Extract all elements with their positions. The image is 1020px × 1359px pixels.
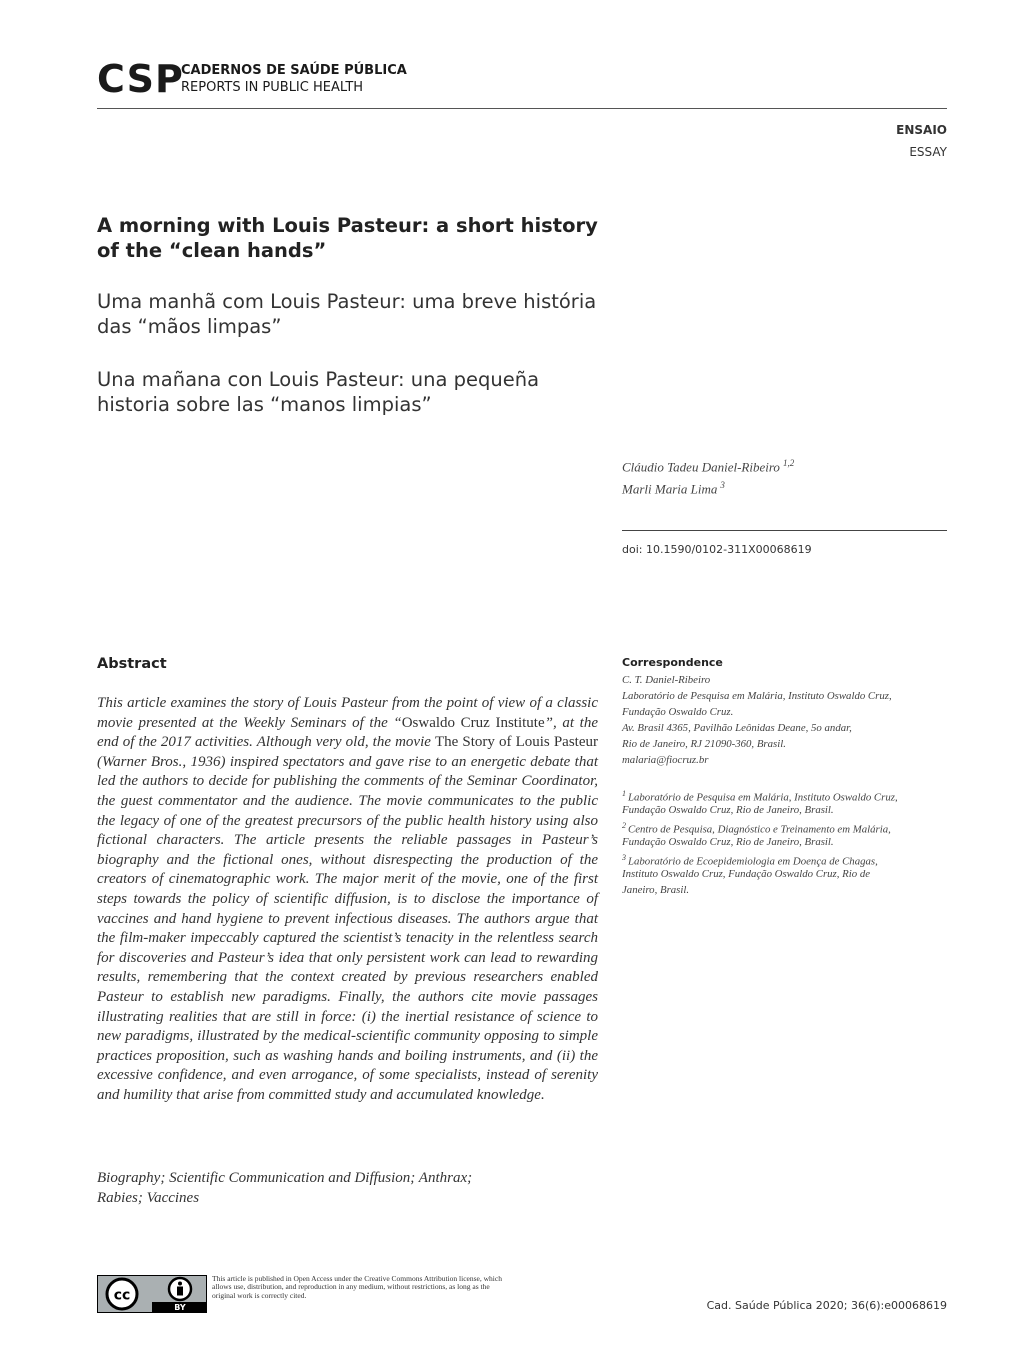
affiliation-1-cont: Fundação Oswaldo Cruz, Rio de Janeiro, Brasil.	[622, 804, 834, 816]
abstract-part: (Warner Bros., 1936) inspired spectators and gave rise to an energetic debate that led the authors to decide for publishing the comments of the Seminar Coordinator, the guest commentator and the audience. The movie communicates to the public the legacy of one of the greatest precursors of the public health history using also fictional characters. The article presents the reliable passages in Pasteur’s biography and the fictional ones, without disrespecting the production of the creators of cinematographic work. The major merit of the movie, one of the first steps towards the policy of scientific diffusion, is to disclose the importance of vaccines and hand hygiene to prevent infectious diseases. The authors argue that the film-maker impeccably captured the scientist’s tenacity in the relentless search for discoveries and Pasteur’s idea that only persistent work can lead to rewarding results, remembering that the context created by previous researchers enabled Pasteur to establish new paradigms. Finally, the authors cite movie passages illustrating realities that are still in force: (i) the inertial resistance of science to new paradigms, illustrated by the medical-scientific community opposing to simple practices proposition, such as washing hands and boiling instruments, and (ii) the excessive confidence, and even arrogance, of some specialists, instead of serenity and humility that arise from committed study and accumulated knowledge.	[97, 753, 598, 1103]
header-divider	[97, 108, 947, 109]
journal-name: CADERNOS DE SAÚDE PÚBLICA	[181, 63, 407, 78]
movie-title: The Story of Louis Pasteur	[435, 734, 598, 751]
correspondence-heading: Correspondence	[622, 656, 723, 669]
correspondence-line: Fundação Oswaldo Cruz.	[622, 706, 734, 718]
abstract-part: This article examines the story of Louis Pasteur from the point of view of a classic movie presented at the Weekly Seminars of the “	[97, 695, 598, 731]
section-label-pt: ENSAIO	[896, 123, 947, 137]
author-divider	[622, 530, 947, 531]
correspondence-line: Laboratório de Pesquisa em Malária, Instituto Oswaldo Cruz,	[622, 690, 892, 702]
affiliation-number: 1	[622, 789, 626, 798]
journal-subtitle: REPORTS IN PUBLIC HEALTH	[181, 80, 364, 95]
author-affiliation-marker: 3	[720, 480, 725, 490]
keywords-line: Rabies; Vaccines	[97, 1190, 200, 1206]
journal-logo: CSP	[97, 57, 184, 101]
citation: Cad. Saúde Pública 2020; 36(6):e00068619	[706, 1299, 947, 1312]
abstract-part-upright: Oswaldo Cruz Institute	[401, 714, 545, 731]
author-2	[622, 480, 725, 497]
affiliation-text: Laboratório de Ecoepidemiologia em Doença de Chagas,	[628, 855, 878, 868]
correspondence-line: C. T. Daniel-Ribeiro	[622, 674, 711, 686]
section-label-en: ESSAY	[909, 145, 947, 159]
abstract-heading: Abstract	[97, 656, 167, 672]
abstract-part: ”, at the end of the 2017 activities. Although very old, the movie	[97, 714, 598, 751]
keywords-line: Biography; Scientific Communication and Diffusion; Anthrax;	[97, 1170, 473, 1186]
title-spanish: Una mañana con Louis Pasteur: una pequeña historia sobre las “manos limpias”	[97, 368, 540, 416]
affiliation-text: Laboratório de Pesquisa em Malária, Instituto Oswaldo Cruz,	[628, 791, 898, 804]
affiliation-2-cont: Fundação Oswaldo Cruz, Rio de Janeiro, Brasil.	[622, 836, 834, 848]
author-name: Marli Maria Lima	[622, 481, 718, 497]
cc-by-label: BY	[174, 1303, 186, 1312]
cc-by-license-icon[interactable]	[97, 1275, 207, 1313]
author-1	[622, 458, 794, 475]
keywords	[97, 1168, 598, 1208]
title-english: A morning with Louis Pasteur: a short history of the “clean hands”	[97, 214, 598, 262]
correspondence-line: Rio de Janeiro, RJ 21090-360, Brasil.	[622, 738, 786, 750]
author-affiliation-marker: 1,2	[782, 458, 795, 468]
author-name: Cláudio Tadeu Daniel-Ribeiro	[622, 459, 780, 475]
correspondence-line: Av. Brasil 4365, Pavilhão Leônidas Deane, 5o andar,	[622, 722, 852, 734]
affiliation-number: 3	[622, 853, 626, 862]
doi[interactable]: doi: 10.1590/0102-311X00068619	[622, 543, 812, 556]
affiliation-3-cont: Instituto Oswaldo Cruz, Fundação Oswaldo Cruz, Rio de	[622, 868, 871, 880]
correspondence-email[interactable]: malaria@fiocruz.br	[622, 754, 709, 766]
license-notice: This article is published in Open Access under the Creative Commons Attribution license, which allows use, distribution, and reproduction in any medium, without restrictions, as long as the original work is correctly cited.	[212, 1274, 502, 1300]
affiliation-number: 2	[622, 821, 626, 830]
affiliation-text: Centro de Pesquisa, Diagnóstico e Treinamento em Malária,	[628, 823, 891, 836]
svg-text:cc: cc	[113, 1287, 131, 1304]
abstract-body	[97, 694, 598, 1105]
title-portuguese: Uma manhã com Louis Pasteur: uma breve história das “mãos limpas”	[97, 290, 597, 338]
affiliation-3-cont: Janeiro, Brasil.	[622, 884, 690, 896]
